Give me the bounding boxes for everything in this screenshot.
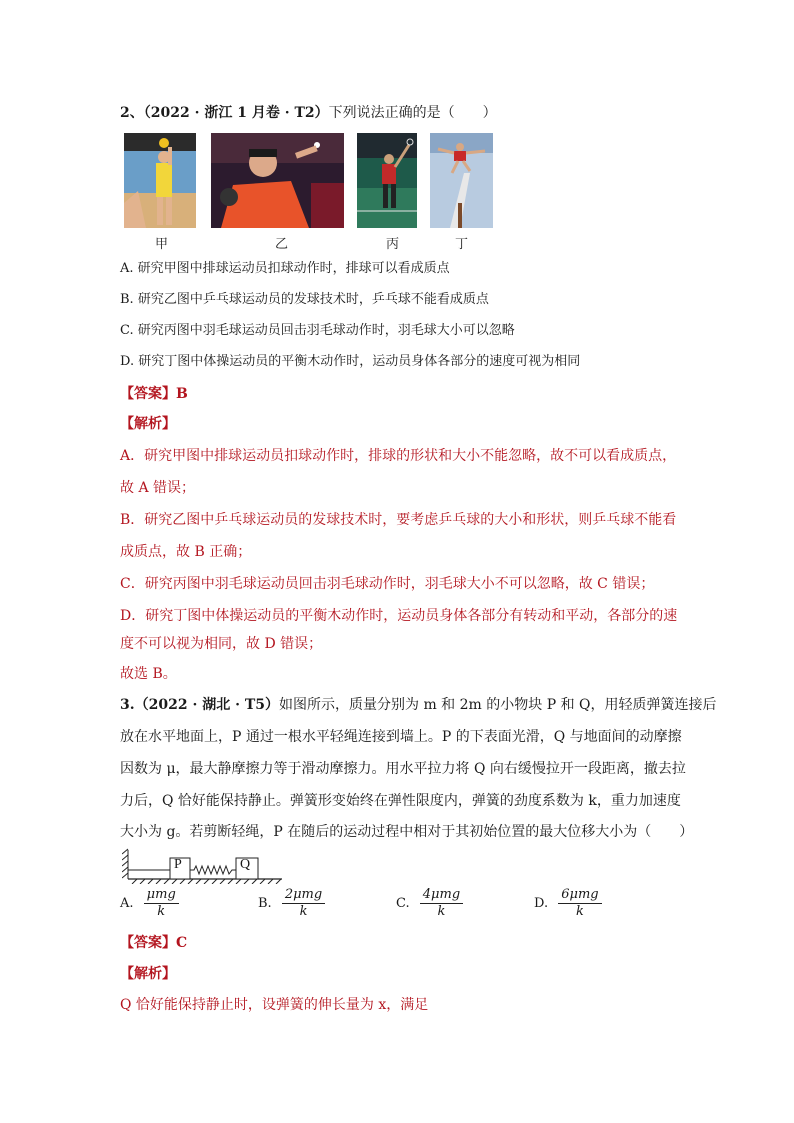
badminton-photo — [357, 133, 417, 228]
q3-stem-line: 因数为 μ，最大静摩擦力等于滑动摩擦力。用水平拉力将 Q 向右缓慢拉开一段距离，撤去拉 — [120, 761, 686, 777]
q3-stem-line: 放在水平地面上，P 通过一根水平轻绳连接到墙上。P 的下表面光滑，Q 与地面间的动摩擦 — [120, 729, 682, 745]
q2-option-d: D. 研究丁图中体操运动员的平衡木动作时，运动员身体各部分的速度可视为相同 — [120, 354, 581, 369]
label-p: P — [174, 857, 182, 872]
q2-analysis-line: B．研究乙图中乒乓球运动员的发球技术时，要考虑乒乓球的大小和形状，则乒乓球不能看 — [120, 512, 677, 528]
q2-answer: 【答案】B — [120, 386, 188, 402]
q2-analysis-line: A．研究甲图中排球运动员扣球动作时，排球的形状和大小不能忽略，故不可以看成质点， — [120, 448, 677, 464]
caption-jia: 甲 — [155, 237, 169, 252]
q2-analysis-line: C．研究丙图中羽毛球运动员回击羽毛球动作时，羽毛球大小不可以忽略，故 C 错误； — [120, 576, 655, 592]
q3-option-b: B. $\frac{\text{2μmg}}{k}$ — [258, 887, 325, 920]
q3-stem: 如图所示，质量分别为 m 和 2m 的小物块 P 和 Q，用轻质弹簧连接后 — [279, 697, 717, 713]
q3-option-d: D. $\frac{\text{6μmg}}{k}$ — [534, 887, 602, 920]
q2-analysis-label: 【解析】 — [120, 416, 176, 432]
q3-analysis-line: Q 恰好能保持静止时，设弹簧的伸长量为 x，满足 — [120, 997, 429, 1013]
q3-stem-line: 力后，Q 恰好能保持静止。弹簧形变始终在弹性限度内，弹簧的劲度系数为 k，重力加速度 — [120, 793, 681, 809]
q2-analysis-line: D．研究丁图中体操运动员的平衡木动作时，运动员身体各部分有转动和平动，各部分的速 — [120, 608, 678, 624]
q3-stem-line: 大小为 g。若剪断轻绳，P 在随后的运动过程中相对于其初始位置的最大位移大小为（ ） — [120, 824, 694, 840]
q2-header — [120, 103, 497, 123]
q2-analysis-line: 故 A 错误； — [120, 480, 196, 496]
q2-analysis-line: 故选 B。 — [120, 666, 177, 682]
spring-block-diagram — [122, 848, 284, 888]
q3-source: （2022 · 湖北 · T5） — [134, 697, 279, 713]
q2-option-a: A. 研究甲图中排球运动员扣球动作时，排球可以看成质点 — [120, 261, 450, 276]
q3-analysis-label: 【解析】 — [120, 966, 176, 982]
q2-stem: 下列说法正确的是（ ） — [328, 105, 497, 121]
q3-option-a: A. $\frac{\text{μmg}}{k}$ — [120, 887, 179, 920]
volleyball-photo — [124, 133, 196, 228]
caption-yi: 乙 — [275, 237, 289, 252]
q2-option-b: B. 研究乙图中乒乓球运动员的发球技术时，乒乓球不能看成质点 — [120, 292, 489, 307]
caption-bing: 丙 — [386, 237, 400, 252]
q2-number: 2、 — [120, 105, 144, 121]
q2-source: （2022 · 浙江 1 月卷 · T2） — [143, 105, 329, 121]
q2-option-c: C. 研究丙图中羽毛球运动员回击羽毛球动作时，羽毛球大小可以忽略 — [120, 323, 515, 338]
wall-hatch — [122, 849, 128, 879]
label-q: Q — [240, 857, 251, 872]
q3-answer: 【答案】C — [120, 935, 188, 951]
q3-header — [120, 695, 717, 715]
caption-ding: 丁 — [455, 237, 469, 252]
q2-analysis-line: 度不可以视为相同，故 D 错误； — [120, 636, 323, 652]
q3-option-c: C. $\frac{\text{4μmg}}{k}$ — [396, 887, 463, 920]
spring — [190, 866, 236, 874]
table-tennis-photo — [211, 133, 344, 228]
q3-number: 3. — [120, 697, 135, 713]
balance-beam-photo — [430, 133, 493, 228]
q2-analysis-line: 成质点，故 B 正确； — [120, 544, 252, 560]
